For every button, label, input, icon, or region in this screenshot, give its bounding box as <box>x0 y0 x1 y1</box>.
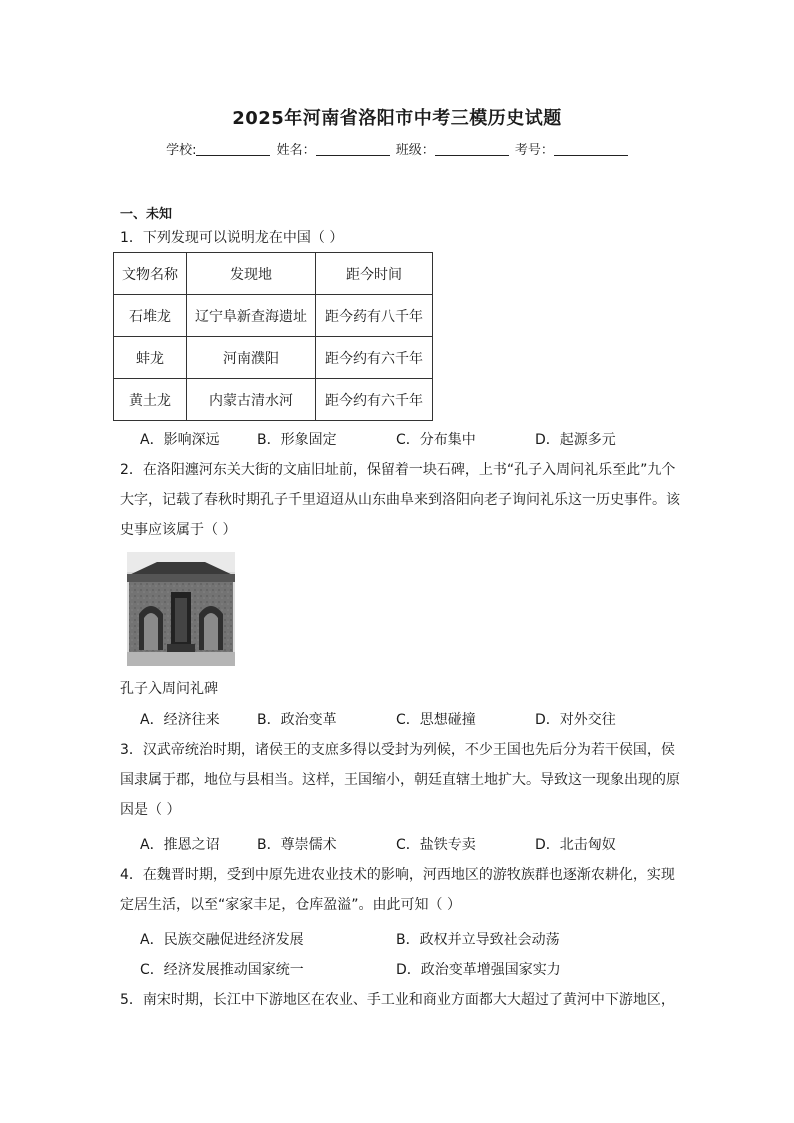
table-cell: 河南濮阳 <box>187 337 316 379</box>
student-info-line <box>0 139 794 158</box>
option-c[interactable]: C．思想碰撞 <box>396 712 476 728</box>
table-header-cell: 文物名称 <box>114 253 187 295</box>
option-d[interactable]: D．北击匈奴 <box>535 837 616 853</box>
option-b[interactable]: B．政治变革 <box>257 712 337 728</box>
name-blank <box>316 143 390 156</box>
class-label: 班级： <box>395 143 435 158</box>
class-blank <box>435 143 509 156</box>
section-heading: 一、未知 <box>120 207 173 222</box>
table-cell: 距今药有八千年 <box>316 295 433 337</box>
question-4-line: 定居生活，以至“家家丰足，仓库盈溢”。由此可知（ ） <box>120 897 461 913</box>
table-row <box>114 379 433 421</box>
table-row <box>114 337 433 379</box>
question-3-stem <box>120 735 700 825</box>
relics-table <box>113 252 433 421</box>
school-blank <box>196 143 270 156</box>
option-a[interactable]: A．经济往来 <box>140 712 220 728</box>
table-cell: 黄土龙 <box>114 379 187 421</box>
question-4-stem <box>120 860 700 920</box>
option-b[interactable]: B．形象固定 <box>257 432 337 448</box>
table-cell: 辽宁阜新查海遗址 <box>187 295 316 337</box>
option-c[interactable]: C．盐铁专卖 <box>396 837 476 853</box>
option-d[interactable]: D．对外交往 <box>535 712 616 728</box>
question-5-stem <box>120 985 700 1015</box>
option-a[interactable]: A．民族交融促进经济发展 <box>140 932 304 948</box>
question-3-line: 3．汉武帝统治时期，诸侯王的支庶多得以受封为列候，不少王国也先后分为若干侯国，侯 <box>120 742 675 758</box>
exam-number-blank <box>554 143 628 156</box>
question-2-line: 史事应该属于（ ） <box>120 522 237 538</box>
confucius-stele-photo <box>127 552 235 666</box>
option-a[interactable]: A．推恩之诏 <box>140 837 220 853</box>
question-3-line: 国隶属于郡，地位与县相当。这样，王国缩小，朝廷直辖土地扩大。导致这一现象出现的原 <box>120 772 680 788</box>
table-header-cell: 发现地 <box>187 253 316 295</box>
question-1-stem: 1．下列发现可以说明龙在中国（ ） <box>120 230 344 246</box>
option-d[interactable]: D．政治变革增强国家实力 <box>396 962 561 978</box>
table-cell: 距今约有六千年 <box>316 337 433 379</box>
option-c[interactable]: C．经济发展推动国家统一 <box>140 962 304 978</box>
question-2-line: 2．在洛阳瀍河东关大街的文庙旧址前，保留着一块石碑，上书“孔子入周问礼乐至此”九个 <box>120 462 676 478</box>
table-cell: 内蒙古清水河 <box>187 379 316 421</box>
page-title: 2025年河南省洛阳市中考三模历史试题 <box>232 108 562 129</box>
question-2-stem <box>120 455 700 545</box>
question-5-line: 5．南宋时期，长江中下游地区在农业、手工业和商业方面都大大超过了黄河中下游地区， <box>120 992 675 1008</box>
option-d[interactable]: D．起源多元 <box>535 432 616 448</box>
question-2-line: 大字，记载了春秋时期孔子千里迢迢从山东曲阜来到洛阳向老子询问礼乐这一历史事件。该 <box>120 492 680 508</box>
photo-caption: 孔子入周问礼碑 <box>120 681 218 697</box>
school-label: 学校: <box>166 143 197 158</box>
exam-number-label: 考号： <box>514 143 554 158</box>
table-row <box>114 295 433 337</box>
table-cell: 距今约有六千年 <box>316 379 433 421</box>
table-header-cell: 距今时间 <box>316 253 433 295</box>
question-4-line: 4．在魏晋时期，受到中原先进农业技术的影响，河西地区的游牧族群也逐渐农耕化，实现 <box>120 867 675 883</box>
option-b[interactable]: B．尊崇儒术 <box>257 837 337 853</box>
stele-image <box>127 552 235 666</box>
question-3-line: 因是（ ） <box>120 802 181 818</box>
name-label: 姓名： <box>276 143 316 158</box>
table-cell: 蚌龙 <box>114 337 187 379</box>
table-header-row <box>114 253 433 295</box>
option-a[interactable]: A．影响深远 <box>140 432 220 448</box>
option-c[interactable]: C．分布集中 <box>396 432 476 448</box>
table-cell: 石堆龙 <box>114 295 187 337</box>
option-b[interactable]: B．政权并立导致社会动荡 <box>396 932 560 948</box>
